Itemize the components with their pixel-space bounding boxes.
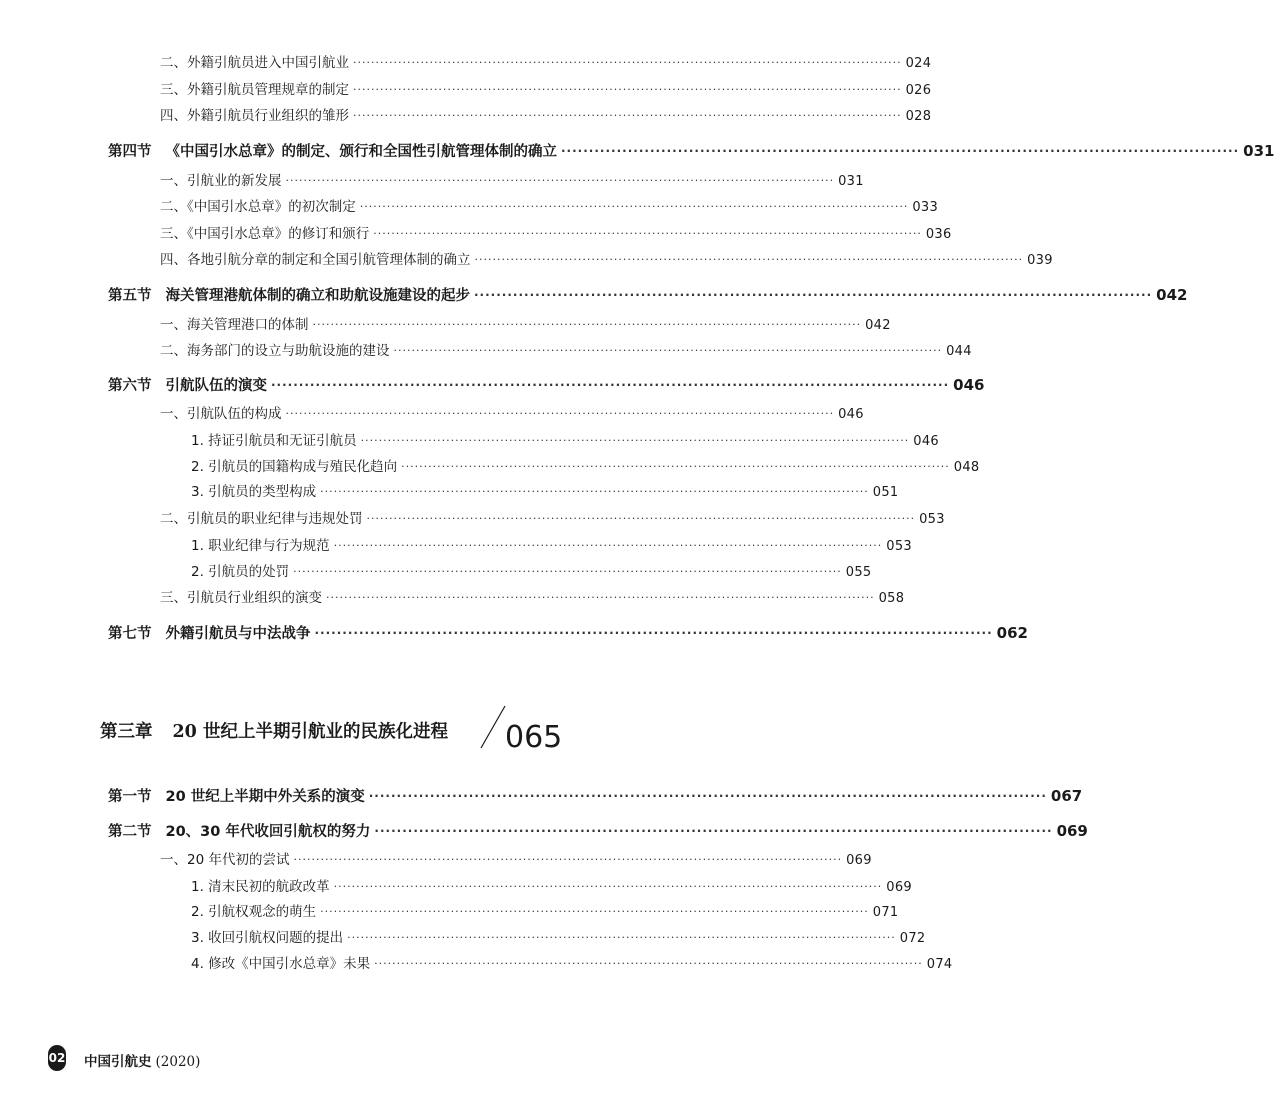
book-year: (2020) (155, 1054, 201, 1070)
leader-dots: ·························································································································· (293, 853, 843, 866)
section-title: 外籍引航员与中法战争 (165, 626, 311, 642)
leader-dots: ·························································································································· (368, 789, 1047, 803)
leader-dots: ·························································································································· (285, 407, 835, 420)
section-title: 20、30 年代收回引航权的努力 (165, 824, 371, 840)
leader-dots: ·························································································································· (333, 880, 883, 893)
toc-entry (160, 313, 891, 333)
toc-page-number: 071 (872, 905, 899, 920)
toc-entry-label: 三、外籍引航员管理规章的制定 (160, 82, 349, 98)
leader-dots: ·························································································································· (293, 565, 842, 578)
toc-section-heading (108, 785, 365, 806)
toc-page-number: 042 (1156, 286, 1188, 304)
leader-dots: ·························································································································· (312, 318, 862, 331)
running-footer (84, 1050, 200, 1070)
toc-page-number: 072 (899, 931, 926, 946)
leader-dots: ·························································································································· (271, 378, 950, 392)
toc-entry (191, 926, 926, 946)
toc-entry (191, 534, 912, 554)
toc-section-entry (108, 374, 985, 395)
toc-section-entry (108, 785, 1083, 806)
section-number: 第二节 (108, 824, 152, 840)
leader-dots: ·························································································································· (474, 253, 1024, 266)
toc-page-number: 031 (1243, 142, 1274, 160)
book-title: 中国引航史 (84, 1054, 152, 1070)
toc-page-number: 062 (996, 624, 1028, 642)
leader-dots: ·························································································································· (359, 200, 909, 213)
toc-section-entry (108, 284, 1188, 305)
toc-entry (160, 78, 932, 98)
toc-entry (160, 104, 932, 124)
leader-dots: ·························································································································· (353, 109, 902, 122)
toc-entry (191, 560, 872, 580)
chapter-title: 20 世纪上半期引航业的民族化进程 (172, 722, 448, 742)
toc-page-number: 044 (946, 344, 972, 359)
section-title: 《中国引水总章》的制定、颁行和全国性引航管理体制的确立 (165, 144, 557, 160)
leader-dots: ·························································································································· (333, 539, 883, 552)
toc-page-number: 024 (905, 56, 932, 71)
toc-entry-label: 3. 收回引航权问题的提出 (191, 930, 344, 946)
toc-entry-label: 四、外籍引航员行业组织的雏形 (160, 108, 349, 124)
toc-page-number: 067 (1050, 787, 1083, 805)
toc-entry (191, 455, 980, 475)
toc-section-entry (108, 820, 1088, 841)
toc-entry (191, 952, 953, 972)
toc-entry-label: 1. 清末民初的航政改革 (191, 879, 330, 895)
toc-page-number: 053 (919, 512, 945, 527)
toc-entry (160, 51, 932, 71)
toc-page-number: 031 (838, 174, 864, 189)
toc-entry-label: 四、各地引航分章的制定和全国引航管理体制的确立 (160, 252, 471, 268)
toc-entry-label: 二、引航员的职业纪律与违规处罚 (160, 511, 363, 527)
toc-entry-label: 2. 引航权观念的萌生 (191, 904, 317, 920)
toc-entry-label: 二、海务部门的设立与助航设施的建设 (160, 343, 390, 359)
toc-entry (160, 195, 939, 215)
toc-page-number: 028 (905, 109, 932, 124)
toc-page-number: 053 (886, 539, 912, 554)
toc-entry (191, 480, 899, 500)
toc-entry (160, 169, 864, 189)
toc-page-number: 042 (865, 318, 891, 333)
toc-page-number: 046 (953, 376, 985, 394)
leader-dots: ·························································································································· (401, 460, 950, 473)
section-number: 第一节 (108, 789, 152, 805)
section-number: 第五节 (108, 288, 152, 304)
toc-section-entry (108, 622, 1028, 643)
leader-dots: ·························································································································· (353, 56, 902, 69)
toc-entry (160, 222, 952, 242)
toc-entry-label: 二、《中国引水总章》的初次制定 (160, 199, 356, 215)
toc-page-number: 069 (886, 880, 912, 895)
toc-entry-label: 一、20 年代初的尝试 (160, 852, 290, 868)
leader-dots: ·························································································································· (374, 957, 923, 970)
toc-entry-label: 3. 引航员的类型构成 (191, 484, 317, 500)
page-number-badge: 02 (48, 1045, 66, 1071)
leader-dots: ·························································································································· (373, 227, 922, 240)
leader-dots: ·························································································································· (320, 485, 869, 498)
section-title: 海关管理港航体制的确立和助航设施建设的起步 (165, 288, 470, 304)
toc-entry-label: 2. 引航员的国籍构成与殖民化趋向 (191, 459, 398, 475)
toc-section-heading (108, 284, 470, 305)
leader-dots: ·························································································································· (474, 288, 1153, 302)
leader-dots: ·························································································································· (353, 83, 902, 96)
toc-page-number: 046 (838, 407, 864, 422)
toc-entry (160, 848, 872, 868)
leader-dots: ·························································································································· (366, 512, 916, 525)
toc-entry-label: 一、海关管理港口的体制 (160, 317, 309, 333)
toc-page-number: 058 (878, 591, 905, 606)
toc-entry-label: 2. 引航员的处罚 (191, 564, 290, 580)
toc-page-number: 069 (846, 853, 872, 868)
toc-page-number: 048 (953, 460, 980, 475)
toc-page-number: 074 (926, 957, 953, 972)
toc-entry (191, 900, 899, 920)
toc-entry (191, 429, 939, 449)
toc-page-number: 036 (925, 227, 952, 242)
leader-dots: ·························································································································· (285, 174, 835, 187)
toc-entry-label: 1. 职业纪律与行为规范 (191, 538, 330, 554)
toc-section-entry (108, 140, 1274, 161)
leader-dots: ·························································································································· (374, 824, 1053, 838)
section-title: 20 世纪上半期中外关系的演变 (165, 789, 365, 805)
leader-dots: ·························································································································· (347, 931, 896, 944)
chapter-heading (100, 718, 448, 743)
section-number: 第七节 (108, 626, 152, 642)
toc-entry (160, 402, 864, 422)
section-number: 第四节 (108, 144, 152, 160)
toc-section-heading (108, 820, 370, 841)
leader-dots: ·························································································································· (320, 905, 869, 918)
toc-page-number: 039 (1027, 253, 1053, 268)
leader-dots: ·························································································································· (326, 591, 875, 604)
toc-entry-label: 1. 持证引航员和无证引航员 (191, 433, 357, 449)
toc-entry-label: 一、引航队伍的构成 (160, 406, 282, 422)
leader-dots: ·························································································································· (393, 344, 943, 357)
toc-section-heading (108, 622, 311, 643)
chapter-page-number: 065 (505, 720, 563, 755)
section-title: 引航队伍的演变 (165, 378, 267, 394)
toc-page-number: 026 (905, 83, 932, 98)
toc-page-number: 051 (872, 485, 899, 500)
toc-entry (160, 339, 972, 359)
toc-page-number: 055 (845, 565, 872, 580)
toc-page-number: 069 (1056, 822, 1088, 840)
toc-page-number: 033 (912, 200, 939, 215)
toc-section-heading (108, 140, 557, 161)
section-number: 第六节 (108, 378, 152, 394)
toc-entry (160, 507, 945, 527)
toc-entry-label: 三、《中国引水总章》的修订和颁行 (160, 226, 370, 242)
toc-entry-label: 二、外籍引航员进入中国引航业 (160, 55, 349, 71)
leader-dots: ·························································································································· (561, 144, 1240, 158)
toc-section-heading (108, 374, 267, 395)
toc-entry (160, 248, 1053, 268)
toc-page-number: 046 (913, 434, 939, 449)
chapter-divider-slash (478, 704, 508, 750)
toc-entry-label: 三、引航员行业组织的演变 (160, 590, 322, 606)
leader-dots: ·························································································································· (314, 626, 993, 640)
toc-entry-label: 4. 修改《中国引水总章》未果 (191, 956, 371, 972)
toc-entry-label: 一、引航业的新发展 (160, 173, 282, 189)
toc-entry (191, 875, 912, 895)
leader-dots: ·························································································································· (360, 434, 910, 447)
toc-entry (160, 586, 905, 606)
chapter-number: 第三章 (100, 722, 153, 742)
